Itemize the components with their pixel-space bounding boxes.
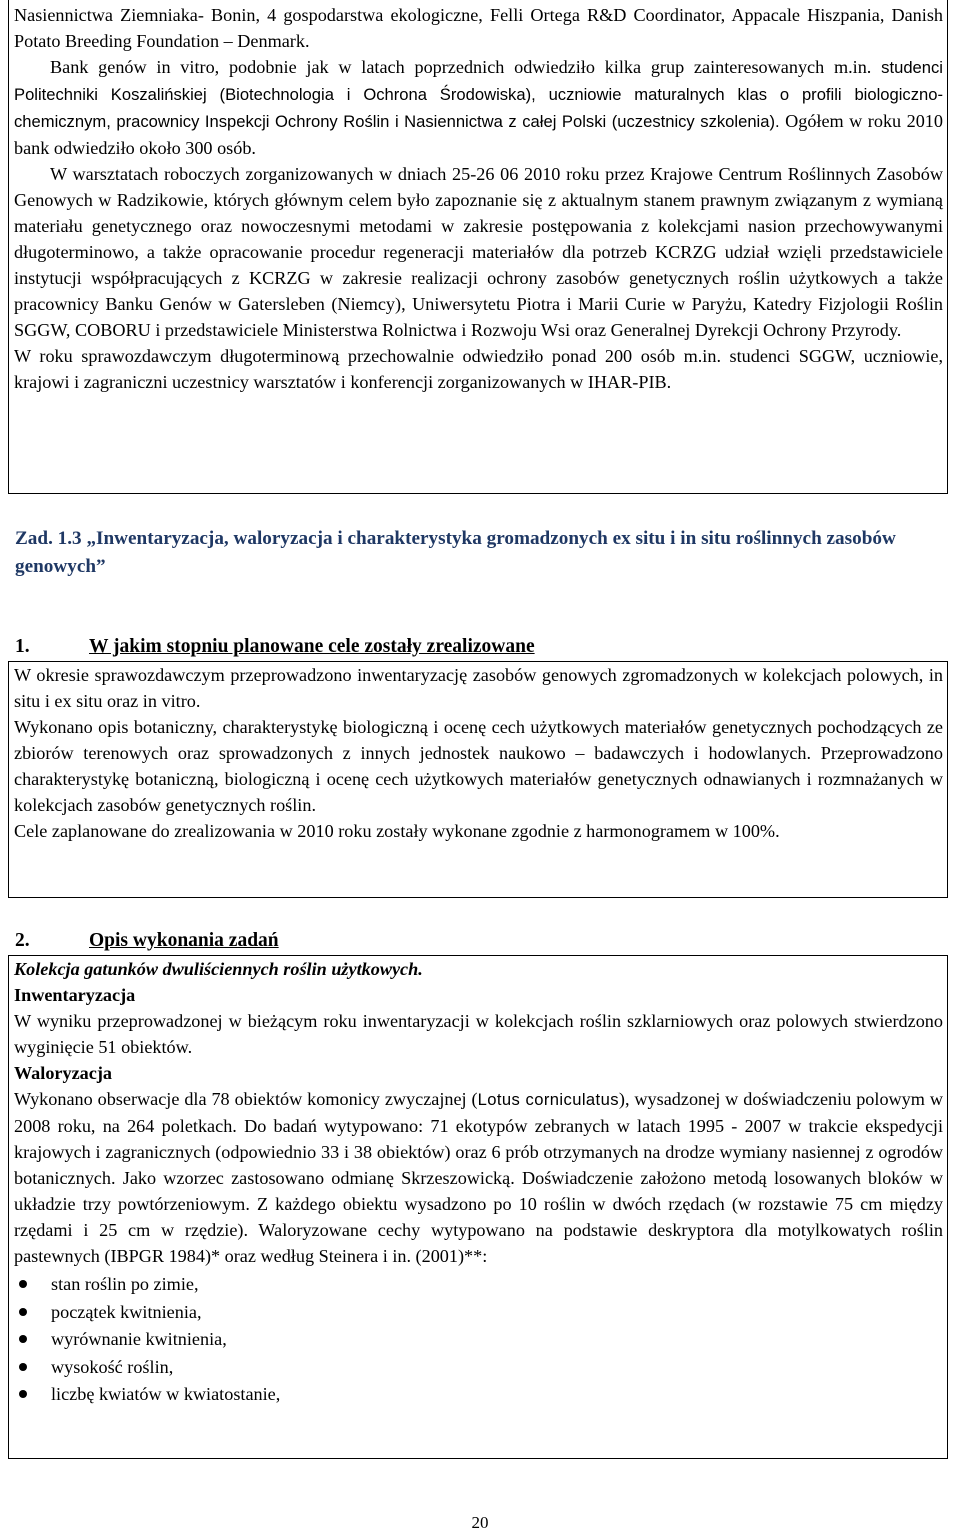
paragraph-in-vitro-visitors — [14, 54, 943, 161]
section-1-paragraph-description: Wykonano opis botaniczny, charakterystykę biologiczną i ocenę cech użytkowych materiałów genetycznych pochodzących ze zbiorów terenowych oraz sprowadzonych z innych jednostek naukowo – badawczych i hodowlanych. Przeprowadzono charakterystykę botaniczną, biologiczną i ocenę cech użytkowych materiałów genetycznych odnawianych i rozmnażanych w kolekcjach zasobów genetycznych roślin. — [14, 717, 943, 815]
section-1-paragraph-inventory: W okresie sprawozdawczym przeprowadzono inwentaryzację zasobów genowych zgromadzonych w kolekcjach polowych, in situ i ex situ oraz in vitro. — [14, 665, 943, 711]
section-1-paragraph-completion: Cele zaplanowane do zrealizowania w 2010 roku zostały wykonane zgodnie z harmonogramem w 100%. — [14, 821, 780, 841]
page-number: 20 — [471, 1513, 489, 1532]
valorization-text-start: Wykonano obserwacje dla 78 obiektów komonicy zwyczajnej ( — [14, 1089, 478, 1109]
valorization-text-rest: ), wysadzonej w doświadczeniu polowym w 2008 roku, na 264 poletkach. Do badań wytypowano: 71 ekotypów zebranych w latach 1995 - 2007 w trakcie ekspedycji krajowych i zagranicznych (odpowiednio 33 i 38 obiektów) oraz 6 prób otrzymanych na drodze wymiany nasiennej z ogrodów botanicznych. Jako wzorzec zastosowano odmianę Skrzeszowicką. Doświadczenie założono metodą losowanych bloków w układzie trzy powtórzeniowym. Z każdego obiektu wysadzono po 10 roślin w dwóch rzędach (w rozstawie 75 cm między rzędami i 25 cm w rzędzie). Waloryzowane cechy wytypowano na podstawie deskryptora dla motylkowatych roślin pastewnych (IBPGR 1984)* oraz według Steinera i in. (2001)**: — [14, 1089, 943, 1266]
inventory-heading: Inwentaryzacja — [14, 985, 136, 1005]
paragraph-long-term-storage: W roku sprawozdawczym długoterminową przechowalnie odwiedziło ponad 200 osób m.in. studenci SGGW, uczniowie, krajowi i zagraniczni uczestnicy warsztatów i konferencji zorganizowanych w IHAR-PIB. — [14, 346, 943, 392]
in-vitro-visitors-lead: Bank genów in vitro, podobnie jak w latach poprzednich odwiedziło kilka grup zainteresowanych m.in. — [50, 57, 872, 77]
list-item: wyrównanie kwitnienia, — [14, 1326, 943, 1354]
valorization-paragraph — [14, 1086, 943, 1269]
list-item: wysokość roślin, — [14, 1354, 943, 1382]
list-item: początek kwitnienia, — [14, 1299, 943, 1327]
valorization-latin-name: Lotus corniculatus — [477, 1090, 619, 1109]
section-2-box — [8, 955, 948, 1459]
section-2-title: Opis wykonania zadań — [89, 930, 279, 951]
section-1-number: 1. — [15, 636, 30, 657]
inventory-paragraph: W wyniku przeprowadzonej w bieżącym roku inwentaryzacji w kolekcjach roślin szklarniowych oraz polowych stwierdzono wyginięcie 51 obiektów. — [14, 1011, 943, 1057]
paragraph-workshops: W warsztatach roboczych zorganizowanych w dniach 25-26 06 2010 roku przez Krajowe Centrum Roślinnych Zasobów Genowych w Radzikowie, których głównym celem było zapoznanie się z aktualnym stanem prawnym związanym z wymianą materiału genetycznego oraz nowoczesnymi metodami w zakresie postępowania z kolekcjami nasion przechowywanymi długoterminowo, a także opracowanie procedur regeneracji materiałów dla potrzeb KCRZG udział wzięli przedstawiciele instytucji współpracujących z KCRZG w zakresie realizacji ochrony zasobów genetycznych roślin użytkowych a także pracownicy Banku Genów w Gatersleben (Niemcy), Uniwersytetu Piotra i Marii Curie w Paryżu, Katedry Fizjologii Roślin SGGW, COBORU i przedstawiciele Ministerstwa Rolnictwa i Rozwoju Wsi oraz Generalnej Dyrekcji Ochrony Przyrody. — [14, 164, 943, 340]
section-1-title: W jakim stopniu planowane cele zostały zrealizowane — [89, 636, 535, 657]
in-vitro-visitors-total: Ogółem w roku 2010 bank odwiedziło około 300 osób. — [14, 111, 943, 158]
in-vitro-visitors-students: studenci Politechniki Koszalińskiej (Biotechnologia i Ochrona Środowiska), uczniowie maturalnych klas o profili biologiczno-chemicznym, pracownicy Inspekcji Ochrony Roślin i Nasiennictwa z całej Polski (uczestnicy szkolenia). — [14, 58, 943, 131]
section-1-box — [8, 661, 948, 898]
list-item: stan roślin po zimie, — [14, 1271, 943, 1299]
valorization-heading: Waloryzacja — [14, 1063, 112, 1083]
section-1-heading — [15, 634, 535, 660]
traits-list — [14, 1271, 943, 1409]
task-heading: Zad. 1.3 „Inwentaryzacja, waloryzacja i charakterystyka gromadzonych ex situ i in situ roślinnych zasobów genowych” — [15, 528, 896, 577]
visitors-box — [8, 0, 948, 494]
section-2-heading — [15, 928, 279, 954]
list-item: liczbę kwiatów w kwiatostanie, — [14, 1381, 943, 1409]
section-2-number: 2. — [15, 930, 30, 951]
paragraph-potato-breeders: Nasiennictwa Ziemniaka- Bonin, 4 gospodarstwa ekologiczne, Felli Ortega R&D Coordinator, Appacale Hiszpania, Danish Potato Breeding Foundation – Denmark. — [14, 5, 943, 51]
collection-title: Kolekcja gatunków dwuliściennych roślin użytkowych. — [14, 959, 423, 979]
